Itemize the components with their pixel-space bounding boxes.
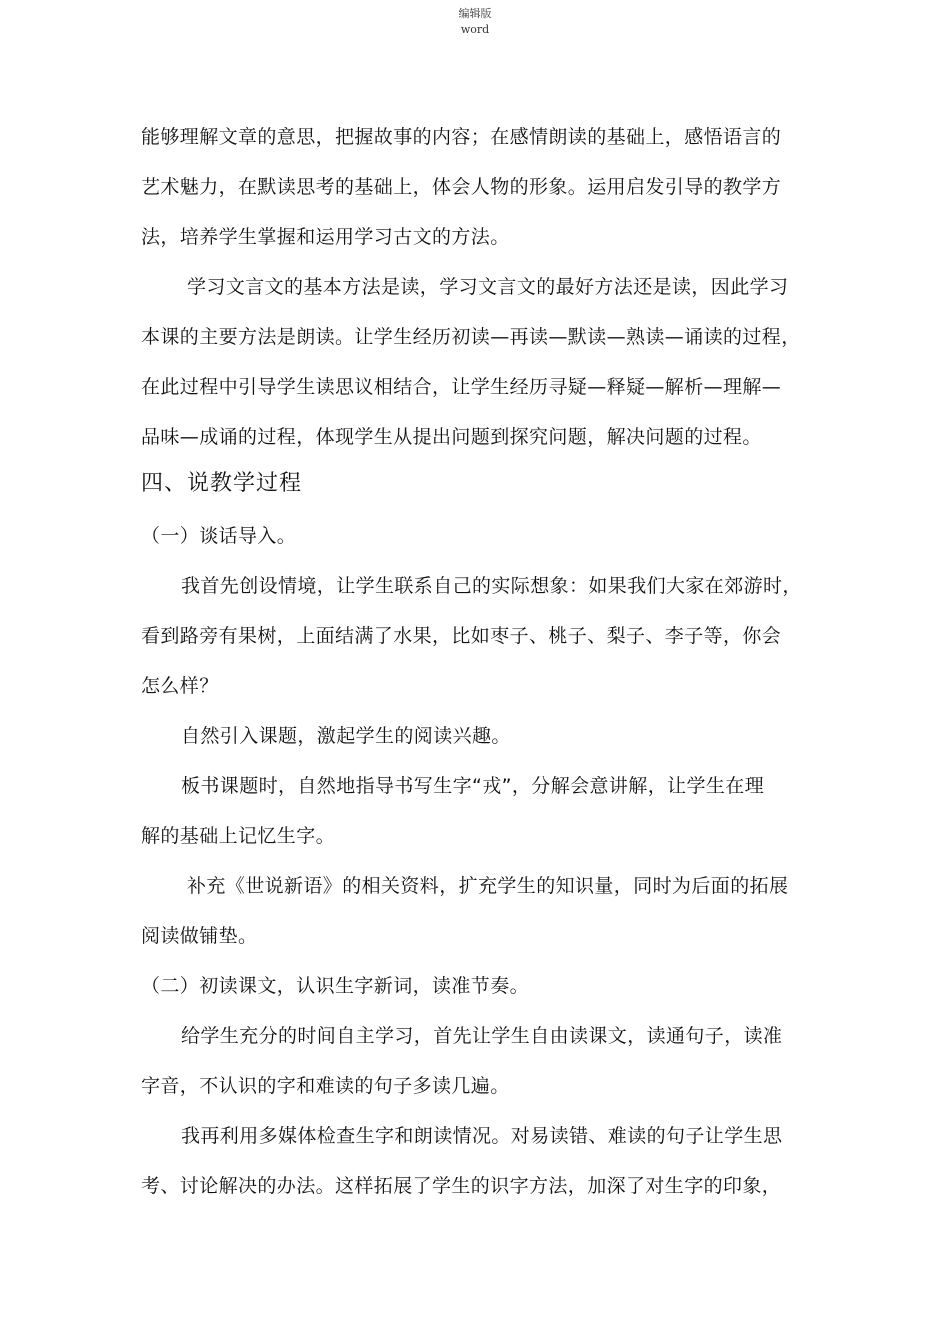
paragraph-line: 解的基础上记忆生字。 [141, 825, 336, 847]
page-header [0, 6, 950, 38]
paragraph-line: 补充《世说新语》的相关资料，扩充学生的知识量，同时为后面的拓展 [187, 875, 789, 897]
header-format-label: word [460, 23, 490, 36]
paragraph-line: 品味—成诵的过程，体现学生从提出问题到探究问题，解决问题的过程。 [141, 426, 762, 448]
section-heading: 四、说教学过程 [141, 471, 303, 496]
paragraph-line: 能够理解文章的意思，把握故事的内容；在感情朗读的基础上，感悟语言的 [141, 126, 782, 148]
paragraph-line: 学习文言文的基本方法是读，学习文言文的最好方法还是读，因此学习 [187, 276, 789, 298]
paragraph-line: 我首先创设情境，让学生联系自己的实际想象：如果我们大家在郊游时， [181, 575, 802, 597]
paragraph-line: 看到路旁有果树，上面结满了水果，比如枣子、桃子、梨子、李子等，你会 [141, 625, 782, 647]
paragraph-line: 字音，不认识的字和难读的句子多读几遍。 [141, 1075, 510, 1097]
paragraph-line: 阅读做铺垫。 [141, 925, 258, 947]
subsection-heading: （一）谈话导入。 [141, 525, 297, 547]
paragraph-line: 给学生充分的时间自主学习，首先让学生自由读课文，读通句子，读准 [181, 1025, 783, 1047]
paragraph-line: 我再利用多媒体检查生字和朗读情况。对易读错、难读的句子让学生思 [181, 1125, 783, 1147]
paragraph-line: 艺术魅力，在默读思考的基础上，体会人物的形象。运用启发引导的教学方 [141, 176, 782, 198]
header-edition-label: 编辑版 [458, 7, 492, 20]
paragraph-line: 怎么样？ [141, 675, 219, 697]
paragraph-line: 自然引入课题，激起学生的阅读兴趣。 [181, 725, 511, 747]
paragraph-line: 法，培养学生掌握和运用学习古文的方法。 [141, 226, 510, 248]
subsection-heading: （二）初读课文，认识生字新词，读准节奏。 [141, 975, 530, 997]
paragraph-line: 考、讨论解决的办法。这样拓展了学生的识字方法，加深了对生字的印象， [141, 1175, 782, 1197]
paragraph-line: 本课的主要方法是朗读。让学生经历初读—再读—默读—熟读—诵读的过程， [141, 326, 801, 348]
paragraph-line: 在此过程中引导学生读思议相结合，让学生经历寻疑—释疑—解析—理解— [141, 376, 782, 398]
paragraph-line: 板书课题时，自然地指导书写生字“戎”，分解会意讲解，让学生在理 [181, 775, 765, 797]
